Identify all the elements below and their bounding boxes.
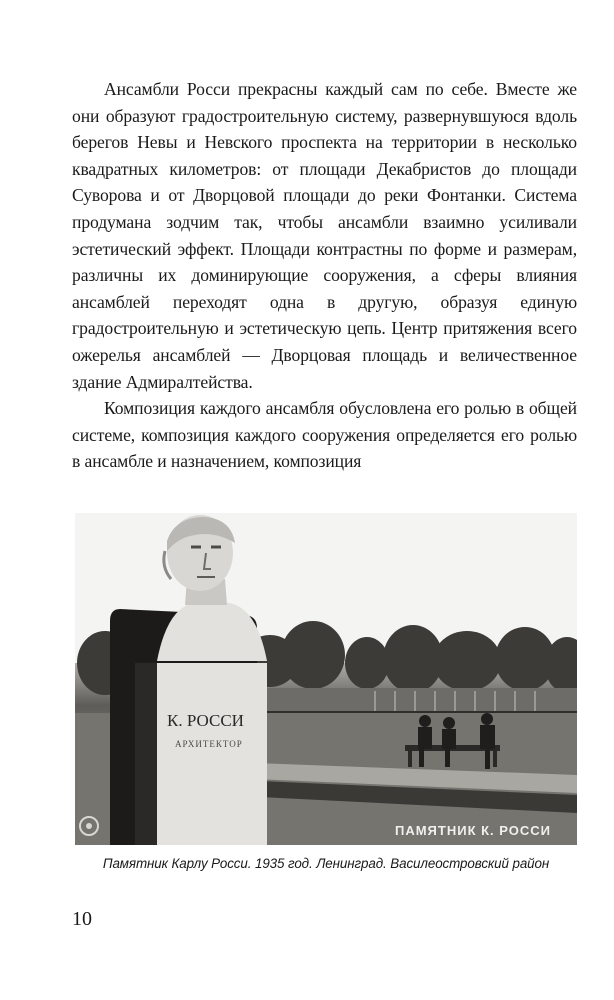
paragraph-2: Композиция каждого ансамбля обусловлена его ролью в общей системе, композиция каждого сооружения определяется его ролью в ансамбле и назначением, композиция bbox=[72, 398, 577, 472]
photo-overlay-caption: ПАМЯТНИК К. РОССИ bbox=[395, 823, 552, 838]
plinth-title: АРХИТЕКТОР bbox=[175, 739, 243, 749]
photo-caption: Памятник Карлу Росси. 1935 год. Ленинград. Василеостровский район bbox=[102, 856, 550, 871]
paragraph-1: Ансамбли Росси прекрасны каждый сам по себе. Вместе же они образуют градостроительную систему, развернувшуюся вдоль берегов Невы и Невского проспекта на территории в несколько квадратных километров: от площади Декабристов до площади Суворова и от Дворцовой площади до реки Фонтанки. Система продумана зодчим так, чтобы ансамбли взаимно усиливали эстетический эффект. Площади контрастны по форме и размерам, различны их доминирующие сооружения, а сферы влияния ансамблей переходят одна в другую, образуя единую градостроительную и эстетическую цепь. Центр притяжения всего ожерелья ансамблей — Дворцовая площадь и величественное здание Адмиралтейства. bbox=[72, 79, 577, 392]
page-number: 10 bbox=[72, 908, 92, 930]
monument-photo bbox=[75, 513, 577, 845]
body-text bbox=[72, 76, 577, 475]
plinth-name: К. РОССИ bbox=[167, 711, 244, 730]
